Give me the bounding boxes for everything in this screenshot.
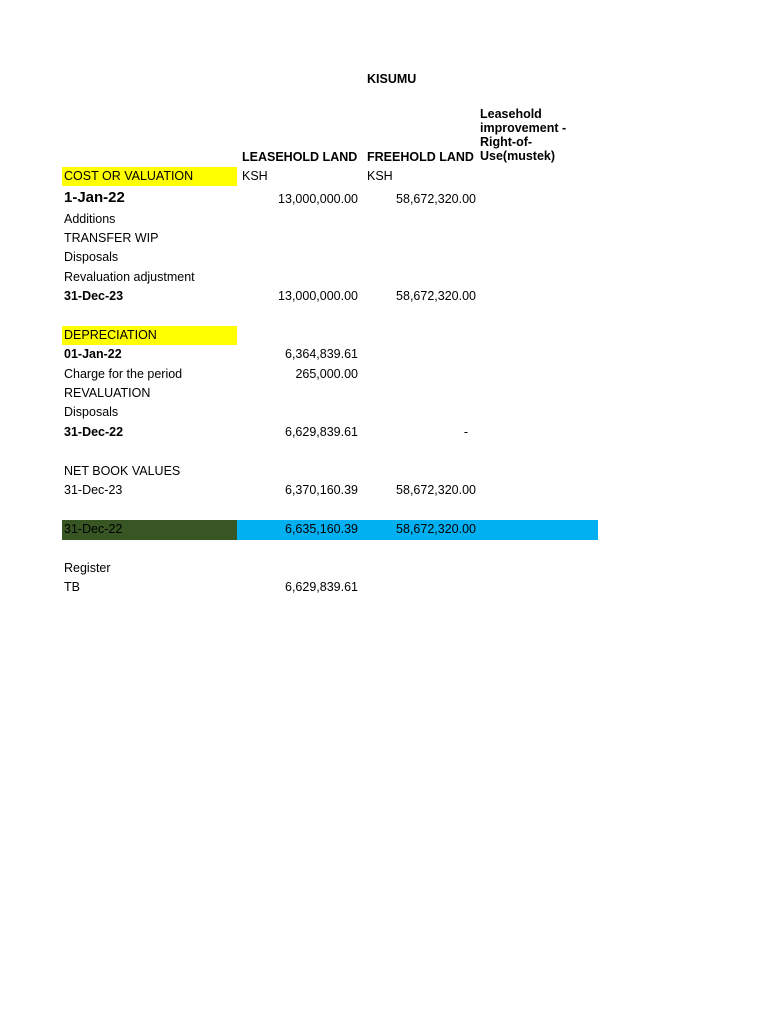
- transfer-wip-label: TRANSFER WIP: [64, 231, 159, 245]
- nbv-row2-leasehold: 6,635,160.39: [285, 522, 358, 536]
- revaluation-adjustment-label: Revaluation adjustment: [64, 270, 195, 284]
- tb-label: TB: [64, 580, 80, 594]
- cost-closing-date: 31-Dec-23: [64, 289, 124, 303]
- cost-section-label: COST OR VALUATION: [64, 169, 194, 183]
- charge-leasehold: 265,000.00: [295, 367, 358, 381]
- header-freehold-land: FREEHOLD LAND: [367, 150, 474, 164]
- nbv-row2-date: 31-Dec-22: [64, 522, 123, 536]
- depreciation-disposals-label: Disposals: [64, 405, 119, 419]
- depreciation-opening-leasehold: 6,364,839.61: [285, 347, 358, 361]
- cost-closing-leasehold: 13,000,000.00: [278, 289, 358, 303]
- tb-leasehold: 6,629,839.61: [285, 580, 358, 594]
- depreciation-opening-date: 01-Jan-22: [64, 347, 122, 361]
- depreciation-section-label: DEPRECIATION: [64, 328, 157, 342]
- depreciation-closing-date: 31-Dec-22: [64, 425, 124, 439]
- header-leasehold-improvement: Leasehold improvement - Right-of-Use(mustek): [480, 107, 567, 163]
- cost-disposals-label: Disposals: [64, 250, 119, 264]
- currency-freehold: KSH: [367, 169, 393, 183]
- sheet-title: KISUMU: [367, 72, 417, 86]
- cost-opening-freehold: 58,672,320.00: [396, 192, 476, 206]
- nbv-row2-freehold: 58,672,320.00: [396, 522, 476, 536]
- cost-opening-date: 1-Jan-22: [64, 189, 125, 206]
- nbv-row1-freehold: 58,672,320.00: [396, 483, 476, 497]
- nbv-row1-date: 31-Dec-23: [64, 483, 123, 497]
- nbv-section-label: NET BOOK VALUES: [64, 464, 181, 478]
- cost-opening-leasehold: 13,000,000.00: [278, 192, 358, 206]
- currency-leasehold: KSH: [242, 169, 268, 183]
- header-leasehold-land: LEASEHOLD LAND: [242, 150, 358, 164]
- revaluation-label: REVALUATION: [64, 386, 151, 400]
- additions-label: Additions: [64, 212, 116, 226]
- nbv-row1-leasehold: 6,370,160.39: [285, 483, 358, 497]
- cost-closing-freehold: 58,672,320.00: [396, 289, 476, 303]
- depreciation-closing-leasehold: 6,629,839.61: [285, 425, 358, 439]
- depreciation-closing-freehold: -: [463, 425, 468, 439]
- charge-label: Charge for the period: [64, 367, 183, 381]
- register-label: Register: [64, 561, 111, 575]
